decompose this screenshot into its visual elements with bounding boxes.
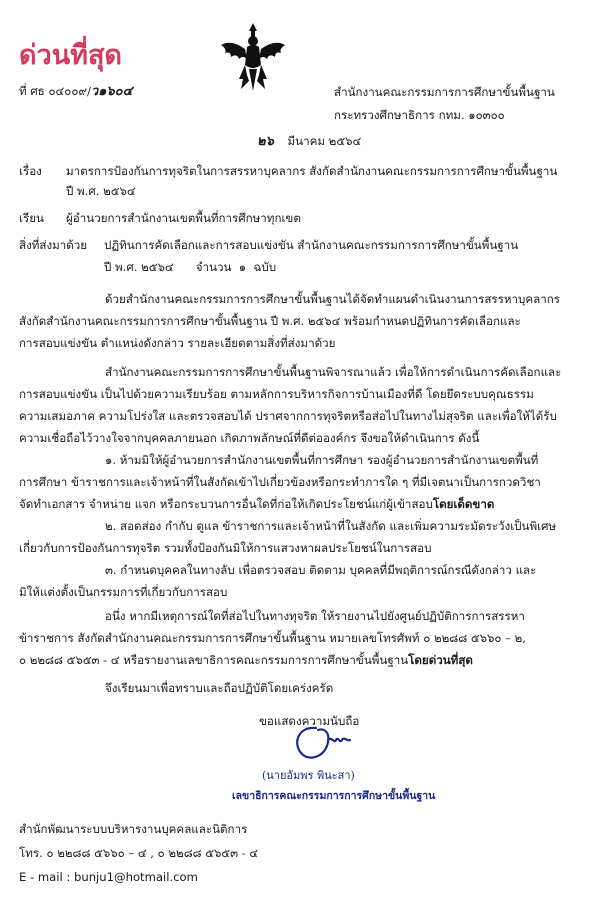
date-month-year: มีนาคม ๒๕๖๔ xyxy=(287,134,362,148)
salutation-label: เรียน xyxy=(19,211,44,225)
paragraph-2-line-2: การสอบแข่งขัน เป็นไปด้วยความเรียบร้อย ตามหลักการบริหารกิจการบ้านเมืองที่ดี โดยยึดระบบคุณธรรม xyxy=(19,387,534,401)
enclosure-line-1: ปฏิทินการคัดเลือกและการสอบแข่งขัน สำนักงานคณะกรรมการการศึกษาขั้นพื้นฐาน xyxy=(104,238,519,252)
enclosure-line-2: ปี พ.ศ. ๒๕๖๔ จำนวน ๑ ฉบับ xyxy=(104,260,277,274)
salutation-recipient: ผู้อำนวยการสำนักงานเขตพื้นที่การศึกษาทุกเขต xyxy=(66,211,301,225)
paragraph-2-line-4: ความเชื่อถือไว้วางใจจากบุคคลภายนอก เกิดภาพลักษณ์ที่ดีต่อองค์กร จึงขอให้ดำเนินการ ดังนี้ xyxy=(19,431,480,445)
urgency-stamp: ด่วนที่สุด xyxy=(19,40,122,71)
footer-department: สำนักพัฒนาระบบบริหารงานบุคคลและนิติการ xyxy=(19,822,248,836)
paragraph-1-line-1: ด้วยสำนักงานคณะกรรมการการศึกษาขั้นพื้นฐานได้จัดทำแผนดำเนินงานการสรรหาบุคลากร xyxy=(105,292,561,306)
paragraph-1-line-3: การสอบแข่งขัน ตำแหน่งดังกล่าว รายละเอียดตามสิ่งที่ส่งมาด้วย xyxy=(19,336,336,350)
closing-line: จึงเรียนมาเพื่อทราบและถือปฏิบัติโดยเคร่งครัด xyxy=(105,681,334,695)
paragraph-3-emphasis: โดยด่วนที่สุด xyxy=(408,653,473,667)
document-date xyxy=(257,134,361,149)
subject-label: เรื่อง xyxy=(19,164,42,178)
item-2-line-1: ๒. สอดส่อง กำกับ ดูแล ข้าราชการและเจ้าหน้าที่ในสังกัด และเพิ่มความระมัดระวังเป็นพิเศษ xyxy=(105,519,557,533)
subject-line-2: ปี พ.ศ. ๒๕๖๔ xyxy=(66,184,136,198)
item-3-line-1: ๓. กำหนดบุคคลในทางลับ เพื่อตรวจสอบ ติดตาม บุคคลที่มีพฤติการณ์กรณีดังกล่าว และ xyxy=(105,563,537,577)
enclosure-label: สิ่งที่ส่งมาด้วย xyxy=(19,238,88,252)
garuda-emblem-icon xyxy=(217,19,289,93)
item-1-line-3-text: จัดทำเอกสาร จำหน่าย แจก หรือกระบวนการอื่นใดที่ก่อให้เกิดประโยชน์แก่ผู้เข้าสอบ xyxy=(19,497,433,511)
item-1-line-2: การศึกษา ข้าราชการและเจ้าหน้าที่ในสังกัดเข้าไปเกี่ยวข้องหรือกระทำการใด ๆ ที่มีเจตนาเป็นการกวดวิชา xyxy=(19,475,541,489)
footer-email: E - mail : bunju1@hotmail.com xyxy=(19,870,198,884)
paragraph-3-line-2: ข้าราชการ สังกัดสำนักงานคณะกรรมการการศึกษาขั้นพื้นฐาน หมายเลขโทรศัพท์ ๐ ๒๒๘๘ ๕๖๖๐ – ๒, xyxy=(19,631,526,645)
paragraph-3-line-3-text: ๐ ๒๒๘๘ ๕๖๕๓ - ๔ หรือรายงานเลขาธิการคณะกรรมการการศึกษาขั้นพื้นฐาน xyxy=(19,653,409,667)
footer-phone: โทร. ๐ ๒๒๘๘ ๕๖๖๐ – ๔ , ๐ ๒๒๘๘ ๕๖๕๓ - ๔ xyxy=(19,846,259,860)
item-3-line-2: มิให้แต่งตั้งเป็นกรรมการที่เกี่ยวกับการสอบ xyxy=(19,585,228,599)
paragraph-3-line-1: อนึ่ง หากมีเหตุการณ์ใดที่ส่อไปในทางทุจริต ให้รายงานไปยังศูนย์ปฏิบัติการการสรรหา xyxy=(105,609,525,623)
item-1-emphasis: โดยเด็ดขาด xyxy=(432,497,495,511)
office-address: กระทรวงศึกษาธิการ กทม. ๑๐๓๐๐ xyxy=(334,108,505,122)
paragraph-3-line-3 xyxy=(19,653,473,667)
document-number-prefix: ที่ ศธ ๐๔๐๐๙/ xyxy=(19,84,91,98)
signatory-title: เลขาธิการคณะกรรมการการศึกษาขั้นพื้นฐาน xyxy=(232,790,436,802)
document-number xyxy=(19,84,132,99)
office-name: สำนักงานคณะกรรมการการศึกษาขั้นพื้นฐาน xyxy=(334,85,555,99)
item-2-line-2: เกี่ยวกับการป้องกันการทุจริต รวมทั้งป้องกันมิให้การแสวงหาผลประโยชน์ในการสอบ xyxy=(19,541,432,555)
regards-text: ขอแสดงความนับถือ xyxy=(259,714,360,728)
item-1-line-1: ๑. ห้ามมิให้ผู้อำนวยการสำนักงานเขตพื้นที่การศึกษา รองผู้อำนวยการสำนักงานเขตพื้นที่ xyxy=(105,453,539,467)
document-number-handwritten: ว๑๖๐๔ xyxy=(90,84,133,99)
item-1-line-3 xyxy=(19,497,494,511)
paragraph-2-line-1: สำนักงานคณะกรรมการการศึกษาขั้นพื้นฐานพิจารณาแล้ว เพื่อให้การดำเนินการคัดเลือกและ xyxy=(105,365,562,379)
subject-line-1: มาตรการป้องกันการทุจริตในการสรรหาบุคลากร สังกัดสำนักงานคณะกรรมการการศึกษาขั้นพื้นฐาน xyxy=(66,164,558,178)
paragraph-2-line-3: ความเสมอภาค ความโปร่งใส และตรวจสอบได้ ปราศจากการทุจริตหรือส่อไปในทางไม่สุจริต และเพื่อให้ได้รับ xyxy=(19,409,557,423)
signatory-name: (นายอัมพร พินะสา) xyxy=(262,769,355,782)
date-day-handwritten: ๒๖ xyxy=(257,134,274,149)
paragraph-1-line-2: สังกัดสำนักงานคณะกรรมการการศึกษาขั้นพื้นฐาน ปี พ.ศ. ๒๕๖๔ พร้อมกำหนดปฏิทินการคัดเลือกและ xyxy=(19,314,521,328)
